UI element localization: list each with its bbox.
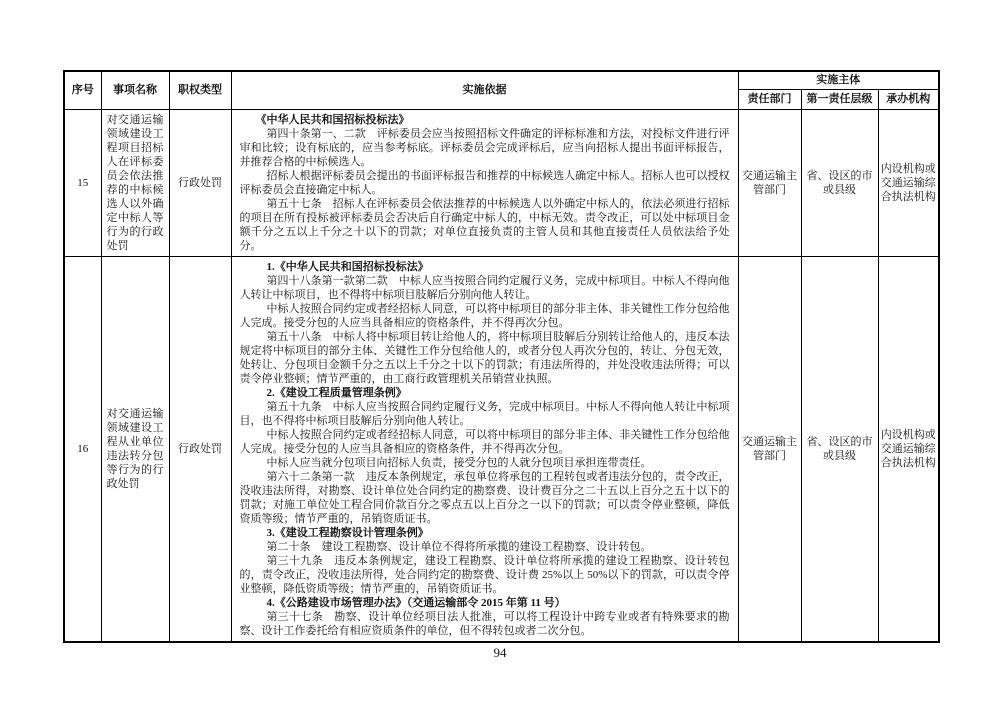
law-clause: 第六十二条第一款 违反本条例规定，承包单位将承包的工程转包或者违法分包的，责令改正，没收违法所得，对勘察、设计单位处合同约定的勘察费、设计费百分之二十五以上百分之五十以下的罚款；对施工单位处工程合同价款百分之零点五以上百分之一以下的罚款；可以责令停业整顿，降低资质等级；情节严重的，吊销资质证书。 (239, 470, 730, 525)
law-clause: 招标人根据评标委员会提出的书面评标报告和推荐的中标候选人确定中标人。招标人也可以授权评标委员会直接确定中标人。 (239, 169, 730, 196)
cell-level: 省、设区的市或县级 (801, 109, 878, 256)
header-col-dept: 责任部门 (738, 89, 801, 109)
law-clause: 第三十七条 勘察、设计单位经项目法人批准，可以将工程设计中跨专业或者有特殊要求的勘察、设计工作委托给有相应资质条件的单位，但不得转包或者二次分包。 (239, 610, 730, 637)
cell-item-name: 对交通运输领域建设工程从业单位违法转分包等行为的行政处罚 (101, 256, 169, 642)
law-title: 1.《中华人民共和国招标投标法》 (266, 260, 429, 273)
law-clause: 第四十条第一、二款 评标委员会应当按照招标文件确定的评标标准和方法，对投标文件进行评审和比较；设有标底的，应当参考标底。评标委员会完成评标后，应当向招标人提出书面评标报告，并推荐合格的中标候选人。 (239, 127, 730, 168)
header-col-item: 事项名称 (101, 71, 169, 109)
cell-agency: 内设机构或交通运输综合执法机构 (878, 109, 939, 256)
law-clause: 中标人应当就分包项目向招标人负责，接受分包的人就分包项目承担连带责任。 (266, 456, 652, 469)
law-clause: 第二十条 建设工程勘察、设计单位不得将所承揽的建设工程勘察、设计转包。 (266, 540, 652, 553)
header-col-seq: 序号 (64, 71, 101, 109)
header-col-agency: 承办机构 (878, 89, 939, 109)
law-clause: 第三十九条 违反本条例规定，建设工程勘察、设计单位将所承揽的建设工程勘察、设计转包的，责令改正，没收违法所得，处合同约定的勘察费、设计费 25%以上 50%以下的罚款，可以责令停业整顿，降低资质等级；情节严重的，吊销资质证书。 (239, 554, 730, 595)
law-clause: 第五十九条 中标人应当按照合同约定履行义务，完成中标项目。中标人不得向他人转让中标项目，也不得将中标项目肢解后分别向他人转让。 (239, 400, 730, 427)
law-clause: 第五十七条 招标人在评标委员会依法推荐的中标候选人以外确定中标人的，依法必须进行招标的项目在所有投标被评标委员会否决后自行确定中标人的，中标无效。责令改正，可以处中标项目金额千分之五以上千分之十以下的罚款；对单位直接负责的主管人员和其他直接责任人员依法给予处分。 (239, 197, 730, 252)
law-title: 《中华人民共和国招标投标法》 (255, 113, 410, 126)
table-row (64, 109, 939, 256)
table-header (64, 71, 939, 109)
powers-table (63, 70, 940, 643)
cell-power-type: 行政处罚 (169, 256, 231, 642)
header-col-basis: 实施依据 (231, 71, 738, 109)
header-group-subject: 实施主体 (738, 71, 939, 89)
cell-department: 交通运输主管部门 (738, 256, 801, 642)
cell-basis (231, 109, 738, 256)
law-title: 3.《建设工程勘察设计管理条例》 (266, 526, 429, 539)
cell-item-name: 对交通运输领域建设工程项目招标人在评标委员会依法推荐的中标候选人以外确定中标人等行为的行政处罚 (101, 109, 169, 256)
law-clause: 第四十八条第一款第二款 中标人应当按照合同约定履行义务，完成中标项目。中标人不得向他人转让中标项目，也不得将中标项目肢解后分别向他人转让。 (239, 274, 730, 301)
header-col-level: 第一责任层级 (801, 89, 878, 109)
cell-power-type: 行政处罚 (169, 109, 231, 256)
cell-level: 省、设区的市或县级 (801, 256, 878, 642)
cell-seq: 15 (64, 109, 101, 256)
law-clause: 第五十八条 中标人将中标项目转让给他人的，将中标项目肢解后分别转让给他人的，违反本法规定将中标项目的部分主体、关键性工作分包给他人的，或者分包人再次分包的，转让、分包无效，处转让、分包项目金额千分之五以上千分之十以下的罚款；有违法所得的，并处没收违法所得；可以责令停业整顿；情节严重的，由工商行政管理机关吊销营业执照。 (239, 330, 730, 385)
cell-agency: 内设机构或交通运输综合执法机构 (878, 256, 939, 642)
cell-department: 交通运输主管部门 (738, 109, 801, 256)
cell-basis (231, 256, 738, 642)
header-col-type: 职权类型 (169, 71, 231, 109)
law-clause: 中标人按照合同约定或者经招标人同意，可以将中标项目的部分非主体、非关键性工作分包给他人完成。接受分包的人应当具备相应的资格条件，并不得再次分包。 (239, 302, 730, 329)
law-clause: 中标人按照合同约定或者经招标人同意，可以将中标项目的部分非主体、非关键性工作分包给他人完成。接受分包的人应当具备相应的资格条件，并不得再次分包。 (239, 428, 730, 455)
page-number: 94 (493, 645, 507, 660)
table-row (64, 256, 939, 642)
law-title: 2.《建设工程质量管理条例》 (266, 386, 407, 399)
law-title: 4.《公路建设市场管理办法》（交通运输部令 2015 年第 11 号） (266, 596, 566, 609)
cell-seq: 16 (64, 256, 101, 642)
